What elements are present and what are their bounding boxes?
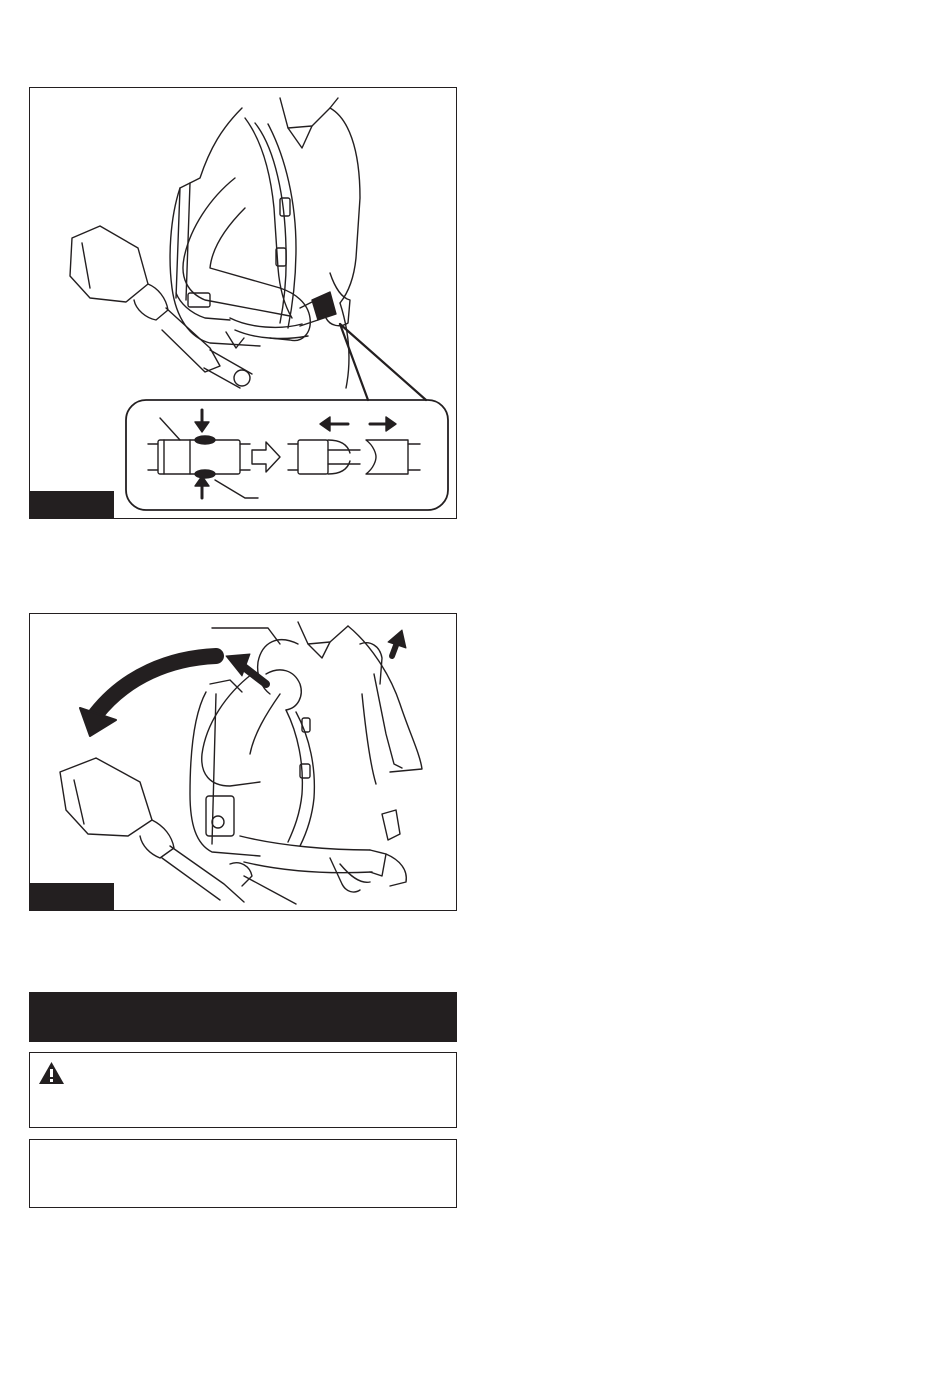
figure-2 xyxy=(29,613,457,911)
figure-2-tab xyxy=(30,883,114,910)
warning-triangle-icon xyxy=(38,1061,65,1085)
figure-2-illustration xyxy=(30,614,457,911)
figure-1-illustration xyxy=(30,88,457,519)
figure-1-tab xyxy=(30,491,114,518)
note-box xyxy=(29,1139,457,1208)
section-heading-bar xyxy=(29,992,457,1042)
warning-box xyxy=(29,1052,457,1128)
figure-1 xyxy=(29,87,457,519)
